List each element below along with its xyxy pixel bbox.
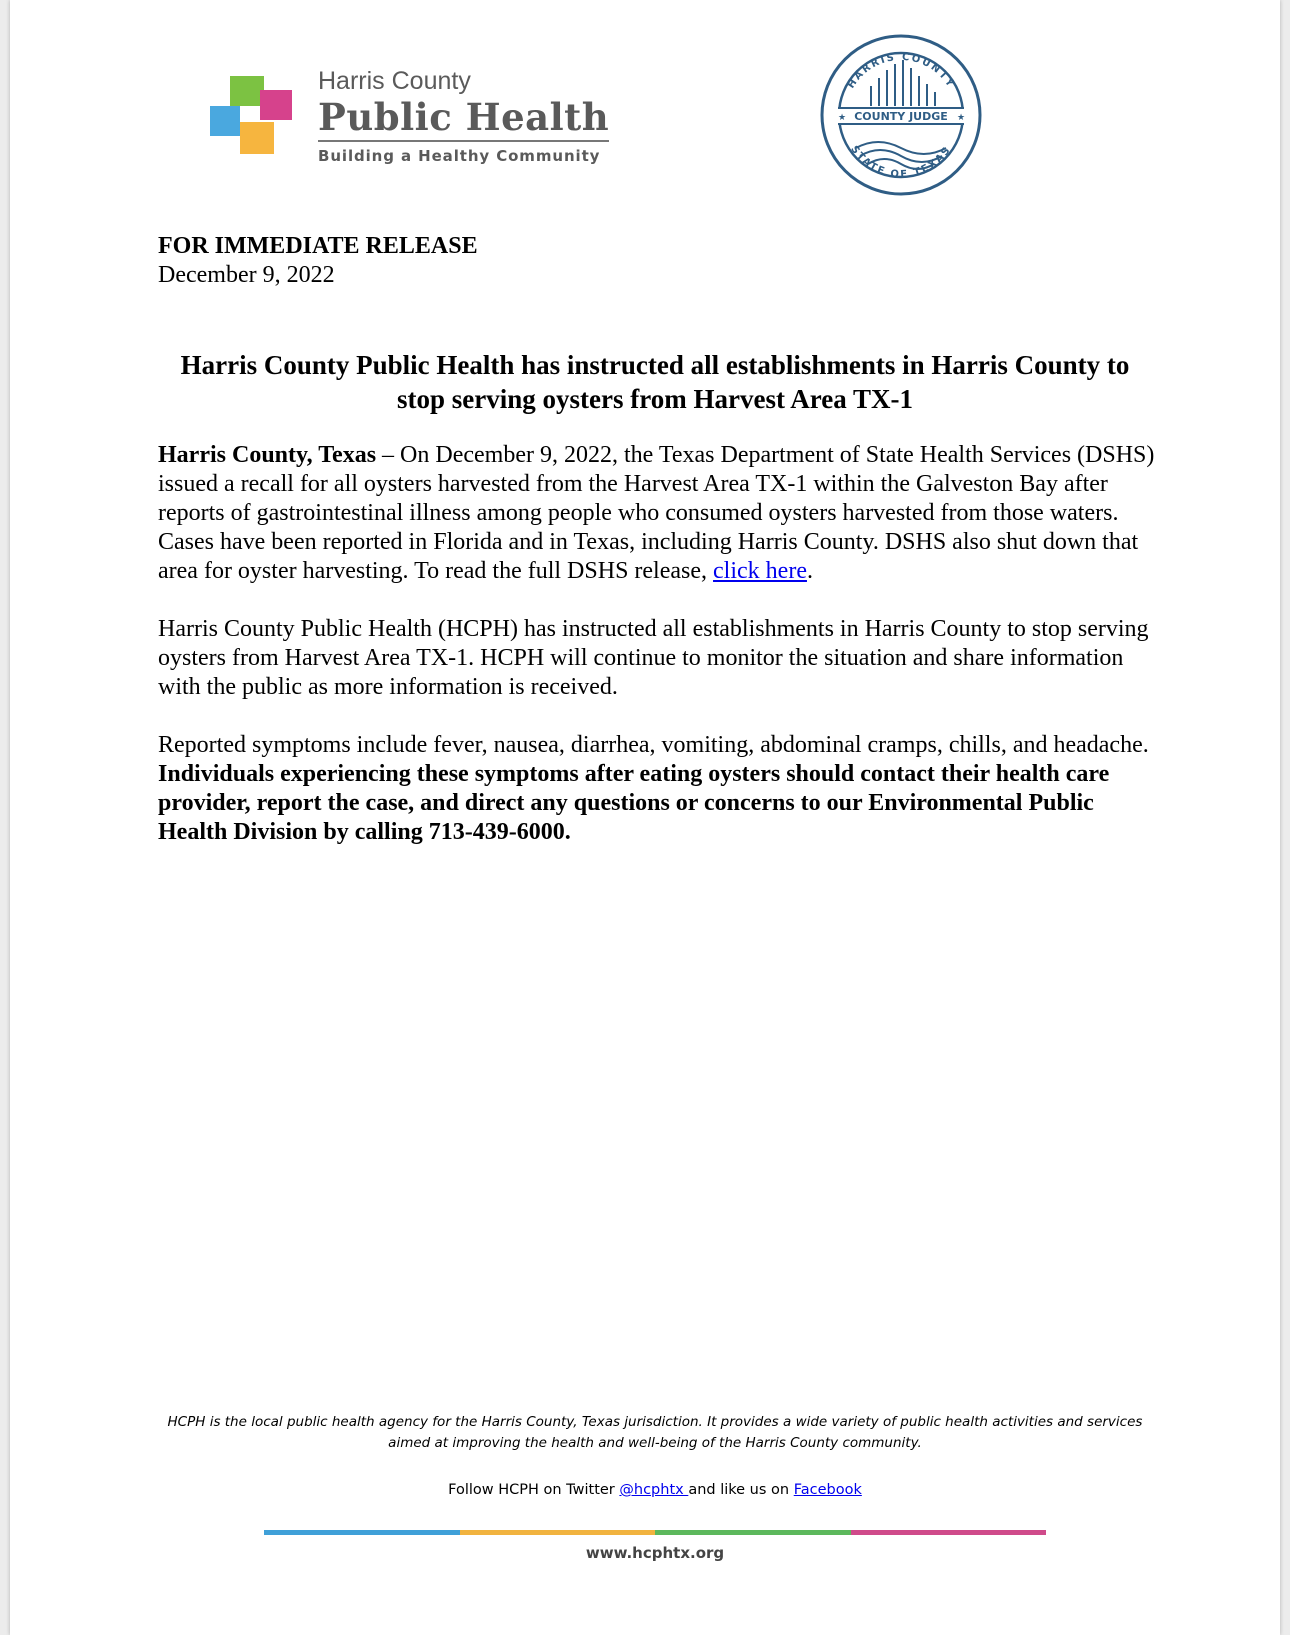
county-judge-seal-icon (816, 30, 986, 200)
svg-text:STATE OF TEXAS: STATE OF TEXAS (848, 144, 954, 181)
logo-org-name: Harris County (318, 67, 471, 95)
logo-org-title: Public Health (318, 96, 609, 142)
release-label: FOR IMMEDIATE RELEASE (158, 233, 478, 259)
footer-about: HCPH is the local public health agency for the Harris County, Texas jurisdiction. It provides a wide variety of public health activities and services aimed at improving the health and well-being of the Harris County community. (167, 1414, 1143, 1451)
release-date: December 9, 2022 (158, 262, 335, 288)
color-bar-segment (851, 1530, 1047, 1535)
hcph-logo-squares-icon (210, 76, 294, 156)
hcph-logo (210, 66, 630, 166)
svg-text:★: ★ (838, 113, 847, 123)
document-page (10, 0, 1280, 1635)
seal-center-text: COUNTY JUDGE (854, 110, 948, 123)
dateline: Harris County, Texas (158, 442, 377, 468)
twitter-link[interactable]: @hcphtx (619, 1482, 689, 1498)
hcph-logo-text (318, 66, 609, 165)
contact-instructions: Individuals experiencing these symptoms after eating oysters should contact their health care provider, report the case, and direct any questions or concerns to our Environmental Public Health Division by calling 713-439-6000. (158, 761, 1110, 845)
logo-tagline: Building a Healthy Community (318, 147, 601, 165)
color-bar-segment (460, 1530, 656, 1535)
click-here-link[interactable]: click here (713, 558, 807, 584)
headline: Harris County Public Health has instructed all establishments in Harris County to stop serving oysters from Harvest Area TX-1 (180, 350, 1130, 414)
article-body (158, 441, 1158, 876)
paragraph-1: Harris County, Texas – On December 9, 2022, the Texas Department of State Health Services (DSHS) issued a recall for all oysters harvested from the Harvest Area TX-1 within the Galveston Bay after reports of gastrointestinal illness among people who consumed oysters harvested from those waters. Cases have been reported in Florida and in Texas, including Harris County. DSHS also shut down that area for oyster harvesting. To read the full DSHS release, click here. (158, 442, 1155, 584)
paragraph-2: Harris County Public Health (HCPH) has instructed all establishments in Harris County to stop serving oysters from Harvest Area TX-1. HCPH will continue to monitor the situation and share information with the public as more information is received. (158, 616, 1149, 700)
footer-color-bar (264, 1530, 1046, 1535)
footer-follow: Follow HCPH on Twitter @hcphtx and like us on Facebook (448, 1482, 862, 1498)
website-url: www.hcphtx.org (585, 1544, 725, 1562)
svg-text:HARRIS COUNTY: HARRIS COUNTY (845, 51, 957, 91)
paragraph-3: Reported symptoms include fever, nausea, diarrhea, vomiting, abdominal cramps, chills, and headache. Individuals experiencing these symptoms after eating oysters should contact their health care provider, report the case, and direct any questions or concerns to our Environmental Public Health Division by calling 713-439-6000. (158, 732, 1149, 845)
svg-text:★: ★ (957, 113, 966, 123)
facebook-link[interactable]: Facebook (793, 1482, 862, 1498)
release-block (158, 232, 478, 290)
color-bar-segment (655, 1530, 851, 1535)
color-bar-segment (264, 1530, 460, 1535)
